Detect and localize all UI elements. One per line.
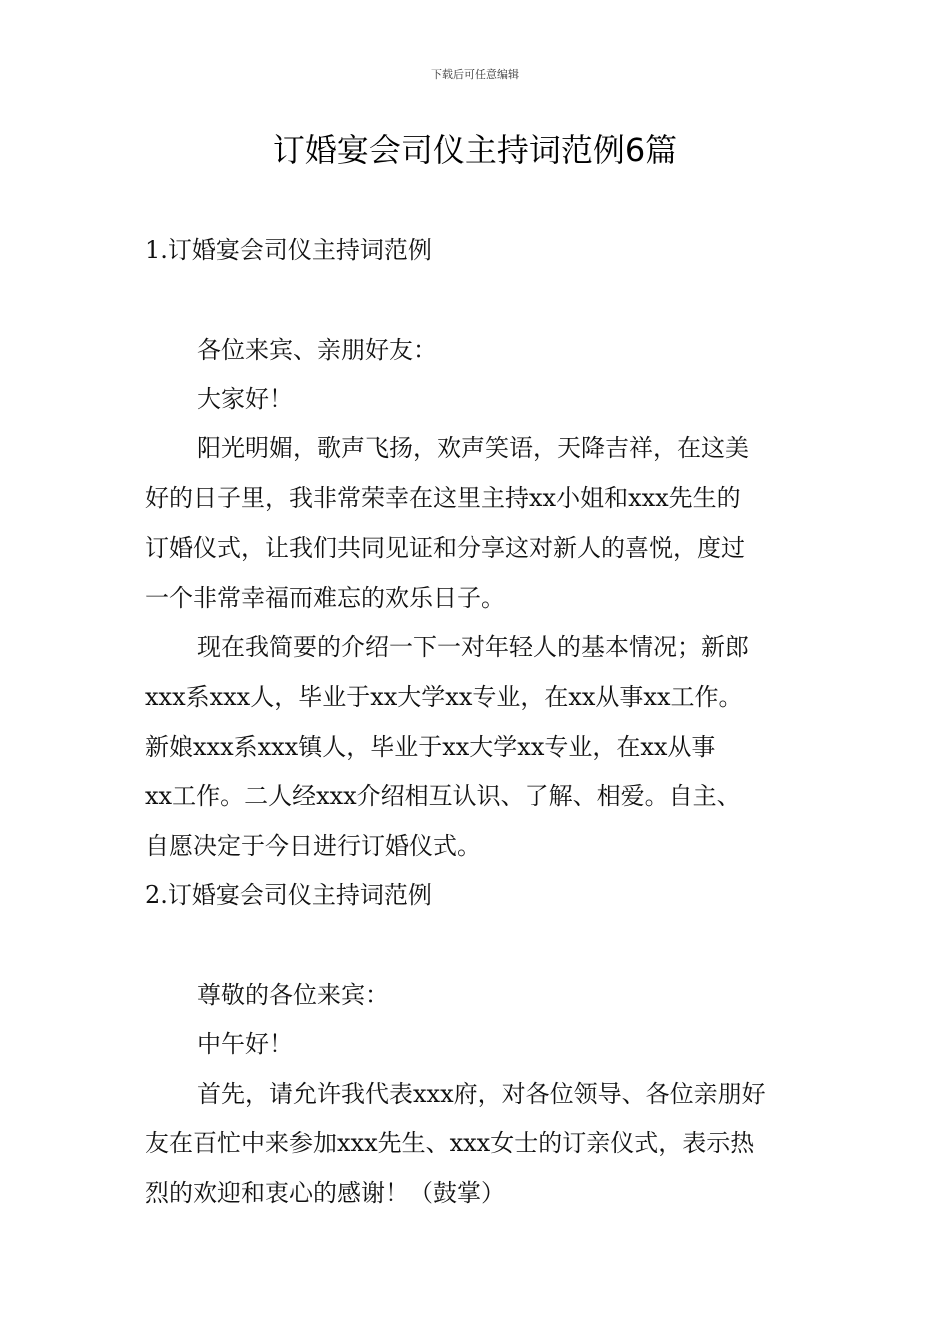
paragraph-line: 烈的欢迎和衷心的感谢！（鼓掌） (145, 1179, 505, 1207)
paragraph-line: 首先，请允许我代表xxx府，对各位领导、各位亲朋好 (197, 1080, 766, 1108)
paragraph-line: 新娘xxx系xxx镇人，毕业于xx大学xx专业，在xx从事 (145, 733, 716, 761)
paragraph-line: 现在我简要的介绍一下一对年轻人的基本情况；新郎 (197, 633, 749, 661)
paragraph-line: 好的日子里，我非常荣幸在这里主持xx小姐和xxx先生的 (145, 484, 741, 512)
section-2-hello: 中午好！ (197, 1030, 293, 1058)
paragraph-line: 自愿决定于今日进行订婚仪式。 (145, 832, 481, 860)
header-note: 下载后可任意编辑 (431, 68, 519, 81)
paragraph-line: 订婚仪式，让我们共同见证和分享这对新人的喜悦，度过 (145, 534, 745, 562)
paragraph-line: 一个非常幸福而难忘的欢乐日子。 (145, 584, 505, 612)
section-1-greeting: 各位来宾、亲朋好友： (197, 336, 437, 364)
paragraph-line: 阳光明媚，歌声飞扬，欢声笑语，天降吉祥，在这美 (197, 434, 749, 462)
paragraph-line: xx工作。二人经xxx介绍相互认识、了解、相爱。自主、 (145, 782, 741, 810)
section-2-heading: 2.订婚宴会司仪主持词范例 (145, 881, 432, 909)
paragraph-line: 友在百忙中来参加xxx先生、xxx女士的订亲仪式，表示热 (145, 1129, 755, 1157)
document-title: 订婚宴会司仪主持词范例6篇 (272, 131, 678, 169)
paragraph-line: xxx系xxx人，毕业于xx大学xx专业，在xx从事xx工作。 (145, 683, 743, 711)
section-2-greeting: 尊敬的各位来宾： (197, 981, 389, 1009)
section-1-hello: 大家好！ (197, 385, 293, 413)
section-1-heading: 1.订婚宴会司仪主持词范例 (145, 236, 432, 264)
